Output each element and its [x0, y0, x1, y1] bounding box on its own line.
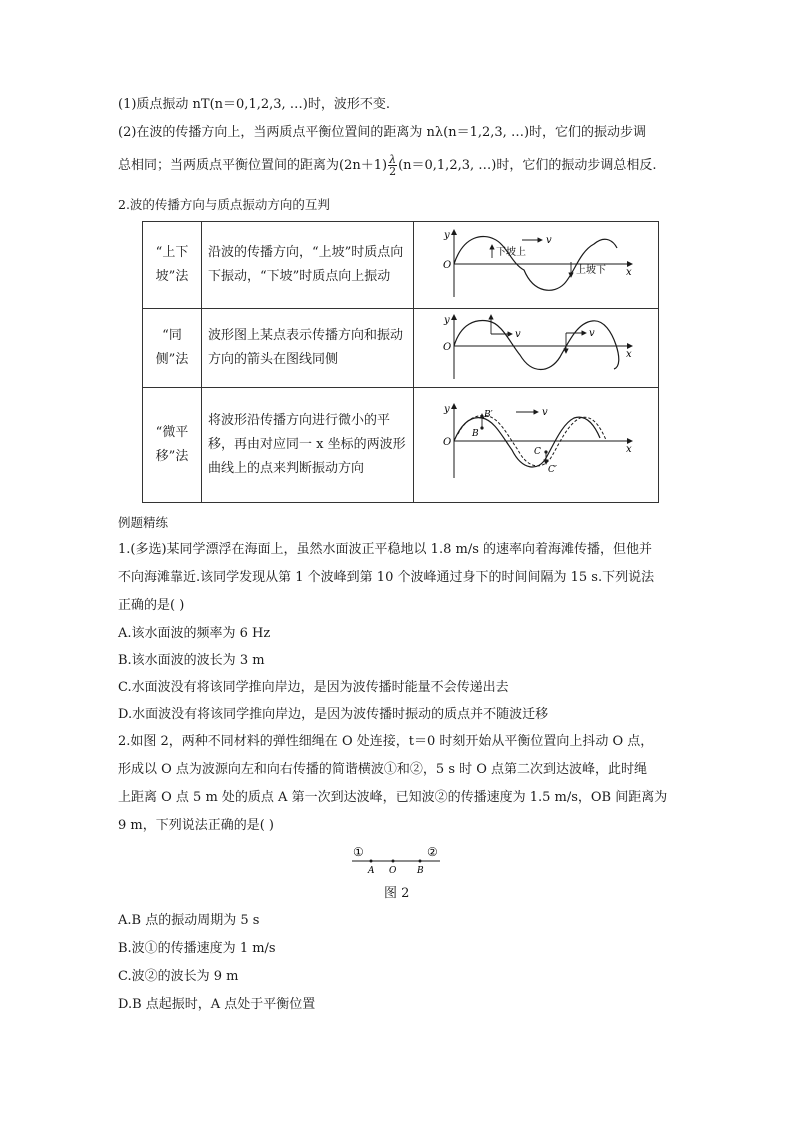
velocity-label: v: [542, 407, 548, 418]
q1-option-d: D.水面波没有将该同学推向岸边，是因为波传播时振动的质点并不随波迁移: [118, 707, 549, 722]
intro-line-3: [118, 154, 656, 177]
figure-2-rope-diagram: [340, 842, 450, 876]
table-row: [143, 222, 659, 309]
q2-option-b: B.波①的传播速度为 1 m/s: [118, 941, 276, 956]
point-c: [544, 450, 547, 453]
point-b: [480, 426, 483, 429]
q1-option-b: B.该水面波的波长为 3 m: [118, 653, 265, 668]
point-c-label: C: [534, 447, 541, 457]
point-b-label: B: [417, 866, 424, 876]
wave-1-label: ①: [353, 845, 364, 859]
x-axis-label: x: [626, 444, 632, 455]
point-b-label: B: [472, 429, 479, 439]
q1-line-3: 正确的是( ): [118, 598, 185, 613]
point-a-dot: [370, 860, 373, 863]
point-o-dot: [392, 860, 395, 863]
velocity-label: v: [589, 328, 595, 339]
q2-option-a: A.B 点的振动周期为 5 s: [118, 913, 260, 928]
fraction-denominator: 2: [389, 165, 397, 178]
q2-line-1: 2.如图 2，两种不同材料的弹性细绳在 O 处连接，t＝0 时刻开始从平衡位置向上抖动 O 点，: [118, 734, 654, 749]
point-o-label: O: [389, 866, 397, 876]
method-name: “微平移”法: [155, 425, 189, 464]
method-desc-cell: [202, 309, 414, 388]
method-figure-cell: [414, 388, 659, 503]
intro-line-2: (2)在波的传播方向上，当两质点平衡位置间的距离为 nλ(n＝1,2,3, …)时，它们的振动步调: [118, 125, 647, 140]
point-b-dot: [419, 860, 422, 863]
q2-line-4: 9 m，下列说法正确的是( ): [118, 818, 275, 833]
q2-line-3: 上距离 O 点 5 m 处的质点 A 第一次到达波峰，已知波②的传播速度为 1.5 m/s，OB 间距离为: [118, 790, 668, 805]
y-axis-label: y: [444, 404, 450, 415]
q1-option-a: A.该水面波的频率为 6 Hz: [118, 626, 271, 641]
q1-line-1: 1.(多选)某同学漂浮在海面上，虽然水面波正平稳地以 1.8 m/s 的速率向着海滩传播，但他并: [118, 542, 652, 557]
method-desc: 沿波的传播方向，“上坡”时质点向下振动，“下坡”时质点向上振动: [208, 245, 404, 284]
origin-label: O: [443, 342, 452, 353]
intro-line-3-part-a: 总相同；当两质点平衡位置间的距离为(2n＋1): [118, 158, 388, 173]
method-desc: 将波形沿传播方向进行微小的平移，再由对应同一 x 坐标的两波形曲线上的点来判断振动方向: [208, 413, 406, 476]
method-name: “上下坡”法: [155, 245, 189, 284]
examples-heading: 例题精练: [118, 515, 169, 530]
table-row: [143, 388, 659, 503]
method-desc: 波形图上某点表示传播方向和振动方向的箭头在图线同侧: [208, 328, 404, 367]
uphill-down-label: 上坡下: [576, 265, 606, 276]
q2-option-c: C.波②的波长为 9 m: [118, 969, 239, 984]
wave-2-label: ②: [427, 845, 438, 859]
y-axis-label: y: [444, 230, 450, 241]
intro-line-1: (1)质点振动 nT(n＝0,1,2,3, …)时，波形不变.: [118, 97, 390, 112]
micro-shift-wave-diagram: [414, 388, 658, 498]
q1-option-c: C.水面波没有将该同学推向岸边，是因为波传播时能量不会传递出去: [118, 680, 509, 695]
method-name: “同侧”法: [155, 328, 189, 367]
q1-line-2: 不向海滩靠近.该同学发现从第 1 个波峰到第 10 个波峰通过身下的时间间隔为 15 s.下列说法: [118, 570, 655, 585]
lambda-over-2-fraction: [388, 154, 397, 177]
method-figure-cell: [414, 309, 659, 388]
point-c-prime-label: C′: [548, 465, 557, 475]
uphill-downhill-wave-diagram: [414, 222, 658, 304]
point-a-label: A: [368, 866, 375, 876]
method-desc-cell: [202, 388, 414, 503]
downhill-up-label: 下坡上: [496, 247, 526, 258]
q2-line-2: 形成以 O 点为波源向左和向右传播的简谐横波①和②，5 s 时 O 点第二次到达波峰，此时绳: [118, 762, 648, 777]
q2-option-d: D.B 点起振时，A 点处于平衡位置: [118, 997, 316, 1012]
table-row: [143, 309, 659, 388]
method-figure-cell: [414, 222, 659, 309]
y-axis-label: y: [444, 315, 450, 326]
x-axis-label: x: [626, 267, 632, 278]
same-side-wave-diagram: [414, 309, 658, 383]
origin-label: O: [443, 260, 452, 271]
wave-curve-original: [454, 417, 600, 467]
x-axis-label: x: [626, 349, 632, 360]
method-name-cell: [143, 222, 202, 309]
wave-curve: [454, 237, 617, 291]
velocity-label: v: [546, 235, 552, 246]
section-2-title: 2.波的传播方向与质点振动方向的互判: [118, 197, 330, 212]
method-name-cell: [143, 309, 202, 388]
velocity-label: v: [515, 329, 521, 340]
method-desc-cell: [202, 222, 414, 309]
intro-line-3-part-b: (n＝0,1,2,3, …)时，它们的振动步调总相反.: [398, 158, 657, 173]
wave-direction-methods-table: [142, 221, 659, 503]
fraction-numerator: λ: [389, 153, 397, 166]
method-name-cell: [143, 388, 202, 503]
figure-2-caption: 图 2: [384, 886, 410, 901]
point-b-prime-label: B′: [484, 410, 493, 420]
origin-label: O: [443, 437, 452, 448]
